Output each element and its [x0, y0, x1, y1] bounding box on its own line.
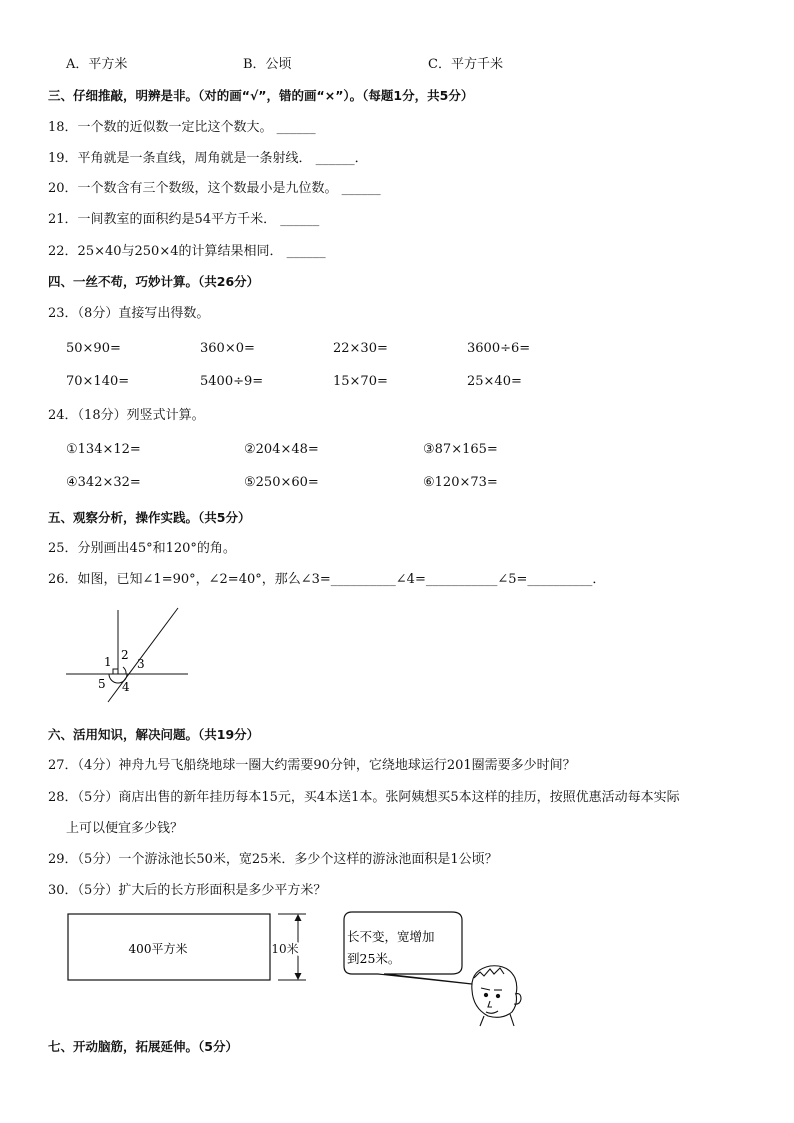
- question-28-continued: 上可以便宜多少钱？: [66, 821, 184, 836]
- label-4: 4: [122, 680, 130, 694]
- section-4-heading: 四、一丝不苟，巧妙计算。（共26分）: [48, 274, 260, 289]
- question-24: 24．（18分）列竖式计算。: [48, 408, 205, 423]
- question-19: 19．平角就是一条直线，周角就是一条射线． ______．: [48, 151, 368, 166]
- q24-item: ③87×165=: [423, 442, 498, 457]
- question-23: 23．（8分）直接写出得数。: [48, 306, 210, 321]
- section-6-heading: 六、活用知识，解决问题。（共19分）: [48, 727, 260, 742]
- option-b: B．公顷: [243, 57, 292, 72]
- label-2: 2: [121, 648, 129, 662]
- question-26: 26．如图，已知∠1=90°，∠2=40°，那么∠3=__________∠4=___________∠5=__________．: [48, 572, 606, 587]
- label-5: 5: [98, 677, 106, 691]
- question-28: 28．（5分）商店出售的新年挂历每本15元，买4本送1本。张阿姨想买5本这样的挂历，按照优惠活动每本实际: [48, 790, 680, 805]
- q23-item: 15×70=: [333, 374, 388, 389]
- label-3: 3: [137, 657, 145, 671]
- q24-item: ②204×48=: [244, 442, 319, 457]
- speech-bubble: [344, 912, 472, 984]
- option-c: C．平方千米: [428, 57, 503, 72]
- arc-angle-3: [123, 667, 126, 674]
- question-20: 20．一个数含有三个数级，这个数最小是九位数。 ______: [48, 181, 381, 196]
- option-a: A．平方米: [66, 57, 128, 72]
- section-3-heading: 三、仔细推敲，明辨是非。（对的画“√”，错的画“×”）。（每题1分，共5分）: [48, 88, 474, 103]
- width-label: 10米: [271, 942, 299, 956]
- q23-item: 25×40=: [467, 374, 522, 389]
- question-18: 18．一个数的近似数一定比这个数大。 ______: [48, 120, 316, 135]
- bubble-line-1: 长不变，宽增加: [347, 929, 435, 944]
- bubble-line-2: 到25米。: [347, 951, 401, 966]
- rectangle-figure: [60, 908, 540, 1033]
- q23-item: 70×140=: [66, 374, 130, 389]
- question-21: 21．一间教室的面积约是54平方千米． ______: [48, 212, 320, 227]
- right-angle-mark: [113, 669, 118, 674]
- q23-item: 50×90=: [66, 341, 121, 356]
- arrow-up-icon: [295, 914, 302, 921]
- q23-item: 360×0=: [200, 341, 255, 356]
- angle-figure: [60, 600, 200, 720]
- q24-item: ⑤250×60=: [244, 475, 319, 490]
- question-25: 25．分别画出45°和120°的角。: [48, 541, 236, 556]
- q24-item: ④342×32=: [66, 475, 141, 490]
- question-29: 29．（5分）一个游泳池长50米，宽25米．多少个这样的游泳池面积是1公顷？: [48, 852, 498, 867]
- boy-icon: [472, 966, 521, 1026]
- question-30: 30．（5分）扩大后的长方形面积是多少平方米？: [48, 883, 327, 898]
- section-7-heading: 七、开动脑筋，拓展延伸。（5分）: [48, 1039, 238, 1054]
- q23-item: 5400÷9=: [200, 374, 264, 389]
- section-5-heading: 五、观察分析，操作实践。（共5分）: [48, 510, 251, 525]
- q24-item: ⑥120×73=: [423, 475, 498, 490]
- label-1: 1: [104, 655, 112, 669]
- arrow-down-icon: [295, 973, 302, 980]
- rectangle-area-label: 400平方米: [128, 942, 188, 956]
- q24-item: ①134×12=: [66, 442, 141, 457]
- question-27: 27．（4分）神舟九号飞船绕地球一圈大约需要90分钟，它绕地球运行201圈需要多少时间？: [48, 758, 576, 773]
- q23-item: 3600÷6=: [467, 341, 531, 356]
- q23-item: 22×30=: [333, 341, 388, 356]
- question-22: 22．25×40与250×4的计算结果相同． ______: [48, 244, 326, 259]
